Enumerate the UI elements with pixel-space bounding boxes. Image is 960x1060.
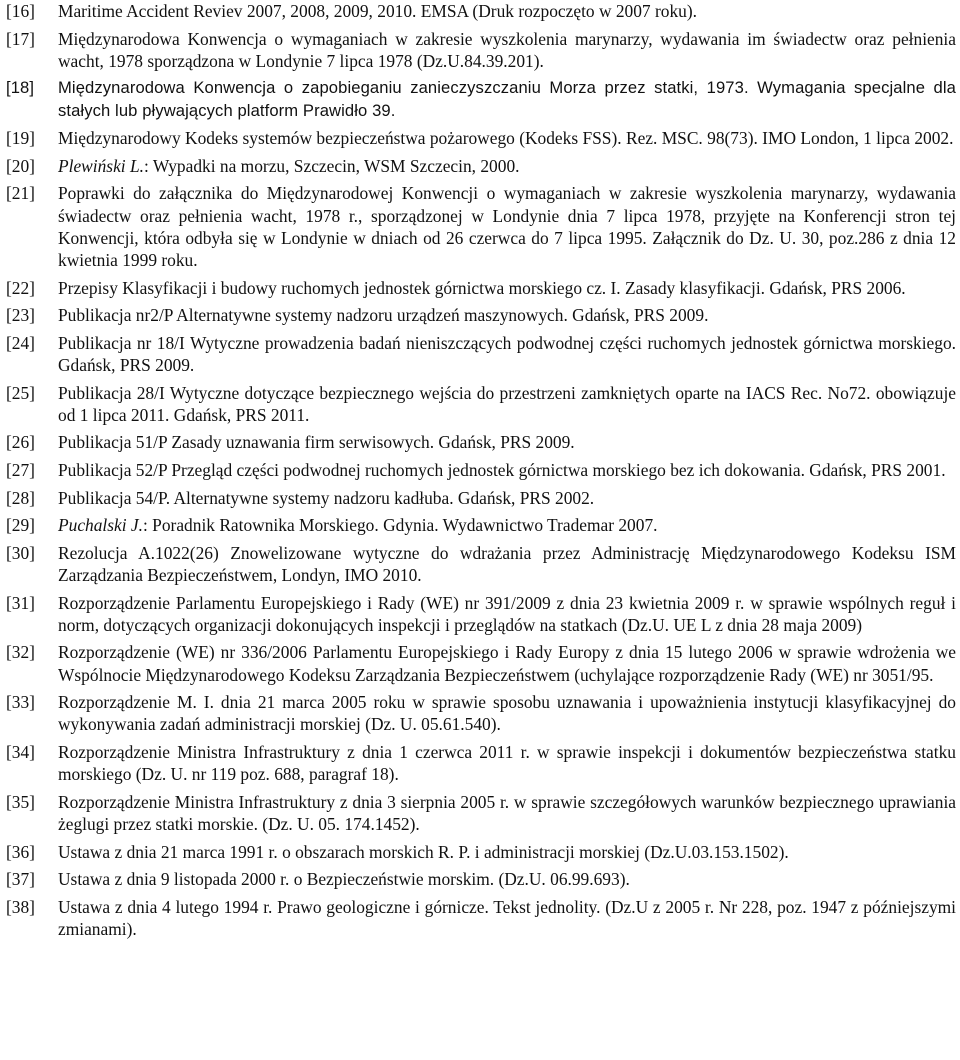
reference-text: : Poradnik Ratownika Morskiego. Gdynia. Wydawnictwo Trademar 2007.	[143, 515, 658, 536]
reference-number: [24]	[6, 332, 35, 353]
reference-list	[6, 0, 956, 946]
reference-text: Maritime Accident Reviev 2007, 2008, 2009, 2010. EMSA (Druk rozpoczęto w 2007 roku).	[58, 1, 697, 21]
reference-item-32	[6, 641, 956, 685]
reference-text-wrapper	[58, 155, 956, 177]
reference-item-34	[6, 741, 956, 785]
reference-number: [33]	[6, 692, 35, 713]
reference-text: Poprawki do załącznika do Międzynarodowej Konwencji o wymaganiach w zakresie wyszkolenia marynarzy, wydawania świadectw oraz pełnienia wacht, 1978 r., sporządzonej w Londynie dnia 7 lipca 1978, przyjęte na Konferencji stron tej Konwencji, która odbyła się w Londynie w dniach od 26 czerwca do 7 lipca 1995. Załącznik do Dz. U. 30, poz.286 z dnia 12 kwietnia 1999 roku.	[58, 183, 956, 270]
reference-text: Publikacja 54/P. Alternatywne systemy nadzoru kadłuba. Gdańsk, PRS 2002.	[58, 487, 595, 508]
reference-number: [25]	[6, 382, 35, 403]
reference-item-16	[6, 0, 956, 22]
reference-text: Rozporządzenie Parlamentu Europejskiego i Rady (WE) nr 391/2009 z dnia 23 kwietnia 2009 r. w sprawie wspólnych reguł i norm, dotyczących organizacji dokonujących inspekcji i przeglądów na statkach (Dz.U. UE L z dnia 28 maja 2009)	[58, 592, 956, 635]
reference-item-27	[6, 459, 956, 481]
reference-author: Puchalski J.	[58, 515, 143, 536]
reference-text: Rozporządzenie Ministra Infrastruktury z dnia 1 czerwca 2011 r. w sprawie inspekcji i dokumentów bezpieczeństwa statku morskiego (Dz. U. nr 119 poz. 688, paragraf 18).	[58, 741, 956, 785]
reference-item-19	[6, 127, 956, 149]
reference-number: [17]	[6, 28, 35, 49]
reference-item-28	[6, 487, 956, 509]
reference-text: Przepisy Klasyfikacji i budowy ruchomych jednostek górnictwa morskiego cz. I. Zasady klasyfikacji. Gdańsk, PRS 2006.	[58, 277, 906, 298]
reference-item-37	[6, 868, 956, 890]
reference-text: Publikacja 51/P Zasady uznawania firm serwisowych. Gdańsk, PRS 2009.	[58, 432, 575, 453]
reference-item-31	[6, 592, 956, 636]
reference-item-25	[6, 382, 956, 426]
reference-item-21	[6, 182, 956, 271]
reference-number: [19]	[6, 128, 35, 149]
reference-number: [21]	[6, 183, 35, 204]
reference-item-30	[6, 542, 956, 586]
reference-text: : Wypadki na morzu, Szczecin, WSM Szczecin, 2000.	[144, 155, 520, 176]
reference-text: Rozporządzenie Ministra Infrastruktury z dnia 3 sierpnia 2005 r. w sprawie szczegółowych warunków bezpiecznego uprawiania żeglugi przez statki morskie. (Dz. U. 05. 174.1452).	[58, 791, 956, 834]
reference-text: Ustawa z dnia 4 lutego 1994 r. Prawo geologiczne i górnicze. Tekst jednolity. (Dz.U z 2005 r. Nr 228, poz. 1947 z późniejszymi zmianami).	[58, 896, 956, 939]
reference-number: [20]	[6, 155, 35, 176]
reference-text: Publikacja 28/I Wytyczne dotyczące bezpiecznego wejścia do przestrzeni zamkniętych oparte na IACS Rec. No72. obowiązuje od 1 lipca 2011. Gdańsk, PRS 2011.	[58, 382, 956, 425]
reference-item-33	[6, 691, 956, 735]
reference-item-26	[6, 431, 956, 453]
reference-number: [18]	[6, 78, 35, 98]
reference-text: Publikacja nr 18/I Wytyczne prowadzenia badań nieniszczących podwodnej części ruchomych jednostek górnictwa morskiego. Gdańsk, PRS 2009.	[58, 332, 956, 375]
reference-item-17	[6, 28, 956, 72]
reference-number: [22]	[6, 277, 35, 298]
reference-item-24	[6, 332, 956, 376]
reference-text: Rezolucja A.1022(26) Znowelizowane wytyczne do wdrażania przez Administrację Międzynarodowego Kodeksu ISM Zarządzania Bezpieczeństwem, Londyn, IMO 2010.	[58, 542, 956, 585]
reference-number: [29]	[6, 515, 35, 536]
reference-number: [30]	[6, 542, 35, 563]
reference-number: [37]	[6, 869, 35, 890]
reference-text: Publikacja nr2/P Alternatywne systemy nadzoru urządzeń maszynowych. Gdańsk, PRS 2009.	[58, 305, 709, 326]
reference-item-20	[6, 155, 956, 177]
reference-text: Międzynarodowa Konwencja o zapobieganiu zanieczyszczaniu Morza przez statki, 1973. Wymagania specjalne dla stałych lub pływających platform Prawidło 39.	[58, 78, 956, 120]
reference-text: Ustawa z dnia 9 listopada 2000 r. o Bezpieczeństwie morskim. (Dz.U. 06.99.693).	[58, 869, 630, 890]
reference-number: [28]	[6, 487, 35, 508]
reference-number: [23]	[6, 305, 35, 326]
reference-item-23	[6, 304, 956, 326]
reference-item-38	[6, 896, 956, 940]
reference-number: [35]	[6, 791, 35, 812]
reference-item-22	[6, 277, 956, 299]
reference-text: Międzynarodowa Konwencja o wymaganiach w zakresie wyszkolenia marynarzy, wydawania im świadectw oraz pełnienia wacht, 1978 sporządzona w Londynie 7 lipca 1978 (Dz.U.84.39.201).	[58, 28, 956, 71]
reference-text-wrapper	[58, 514, 956, 536]
reference-number: [26]	[6, 432, 35, 453]
reference-number: [27]	[6, 459, 35, 480]
reference-item-36	[6, 841, 956, 863]
reference-number: [32]	[6, 642, 35, 663]
reference-text: Rozporządzenie M. I. dnia 21 marca 2005 roku w sprawie sposobu uznawania i upoważnienia instytucji klasyfikacyjnej do wykonywania zadań administracji morskiej (Dz. U. 05.61.540).	[58, 692, 956, 735]
reference-number: [36]	[6, 841, 35, 862]
reference-number: [31]	[6, 592, 35, 613]
reference-text: Ustawa z dnia 21 marca 1991 r. o obszarach morskich R. P. i administracji morskiej (Dz.U.03.153.1502).	[58, 841, 789, 862]
reference-number: [16]	[6, 1, 35, 21]
reference-author: Plewiński L.	[58, 155, 144, 176]
reference-number: [38]	[6, 896, 35, 917]
reference-text: Publikacja 52/P Przegląd części podwodnej ruchomych jednostek górnictwa morskiego bez ich dokowania. Gdańsk, PRS 2001.	[58, 459, 946, 480]
reference-number: [34]	[6, 741, 35, 762]
reference-item-29	[6, 514, 956, 536]
reference-text: Międzynarodowy Kodeks systemów bezpieczeństwa pożarowego (Kodeks FSS). Rez. MSC. 98(73). IMO London, 1 lipca 2002.	[58, 128, 954, 149]
reference-item-35	[6, 791, 956, 835]
reference-item-18	[6, 77, 956, 121]
reference-text: Rozporządzenie (WE) nr 336/2006 Parlamentu Europejskiego i Rady Europy z dnia 15 lutego 2006 w sprawie wdrożenia we Wspólnocie Międzynarodowego Kodeksu Zarządzania Bezpieczeństwem (uchylające rozporządzenie Rady (WE) nr 3051/95.	[58, 642, 956, 685]
